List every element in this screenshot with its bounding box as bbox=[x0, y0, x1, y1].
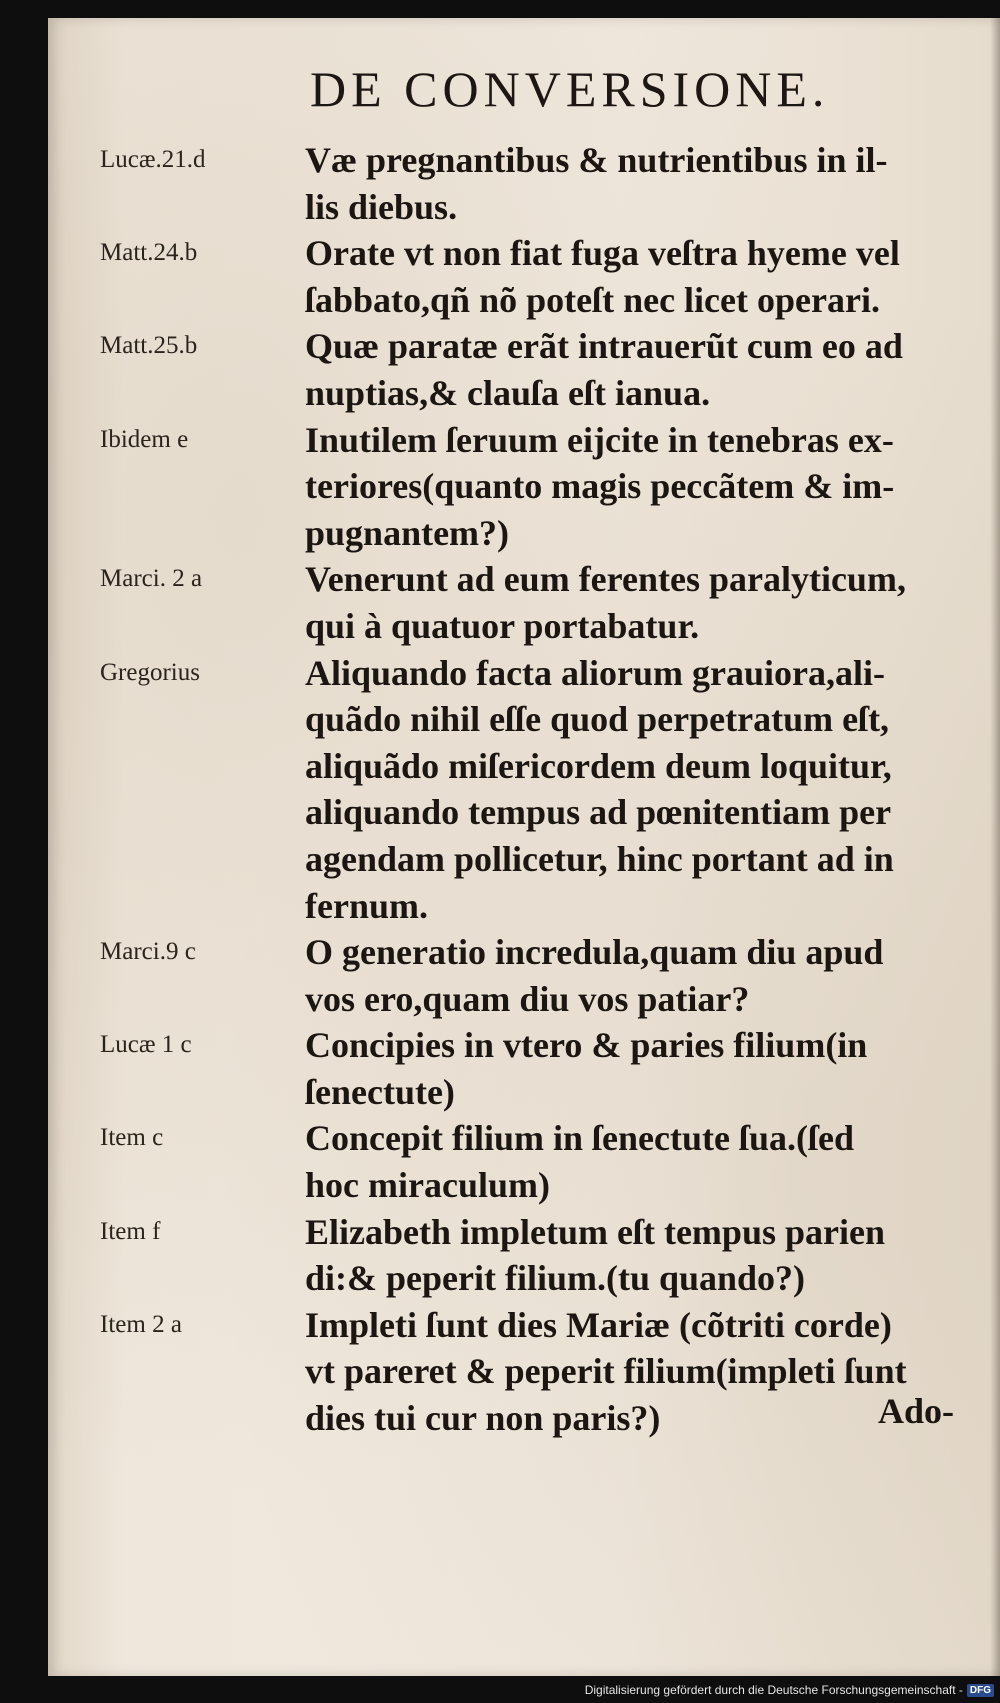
text-line: di:& peperit filium.(tu quando?) bbox=[305, 1258, 806, 1299]
text-line: vos ero,quam diu vos patiar? bbox=[305, 978, 750, 1019]
marginal-reference: Gregorius bbox=[100, 658, 200, 686]
text-line: quãdo nihil eſſe quod perpetratum eſt, bbox=[305, 699, 890, 740]
text-line: agendam pollicetur, hinc portant ad in bbox=[305, 838, 894, 879]
entry-text bbox=[305, 1022, 980, 1115]
text-entry bbox=[100, 1115, 980, 1208]
marginal-reference: Marci. 2 a bbox=[100, 565, 203, 593]
entry-text bbox=[305, 137, 980, 230]
text-line: hoc miraculum) bbox=[305, 1165, 550, 1206]
entry-text bbox=[305, 1209, 980, 1302]
text-line: O generatio incredula,quam diu apud bbox=[305, 932, 884, 973]
text-line: Væ pregnantibus & nutrientibus in il- bbox=[305, 140, 888, 180]
text-entry bbox=[100, 556, 980, 649]
text-line: lis diebus. bbox=[305, 186, 458, 227]
text-line: Concipies in vtero & paries filium(in bbox=[305, 1025, 868, 1066]
text-entry bbox=[100, 1209, 980, 1302]
entry-text bbox=[305, 929, 980, 1022]
text-line: vt pareret & peperit filium(impleti ſunt bbox=[305, 1351, 907, 1392]
text-line: ſabbato,qñ nõ poteſt nec licet operari. bbox=[305, 279, 880, 320]
text-entry bbox=[100, 1302, 980, 1442]
text-entry bbox=[100, 137, 980, 230]
marginal-reference: Item 2 a bbox=[100, 1310, 182, 1338]
text-entry bbox=[100, 323, 980, 416]
text-line: aliquãdo miſericordem deum loquitur, bbox=[305, 745, 892, 786]
text-line: Quæ paratæ erãt intrauerũt cum eo ad bbox=[305, 326, 903, 367]
entry-text bbox=[305, 417, 980, 557]
entry-text bbox=[305, 1115, 980, 1208]
digitization-credit bbox=[585, 1683, 994, 1697]
text-line: Concepit filium in ſenectute ſua.(ſed bbox=[305, 1118, 854, 1159]
marginal-reference: Item f bbox=[100, 1217, 161, 1245]
text-line: Elizabeth impletum eſt tempus parien bbox=[305, 1211, 885, 1252]
text-entry bbox=[100, 650, 980, 930]
marginal-reference: Matt.24.b bbox=[100, 239, 198, 267]
marginal-reference: Matt.25.b bbox=[100, 332, 198, 360]
marginal-reference: Lucæ.21.d bbox=[100, 146, 206, 173]
text-entry bbox=[100, 929, 980, 1022]
marginal-reference: Item c bbox=[100, 1124, 164, 1152]
marginal-reference: Lucæ 1 c bbox=[100, 1031, 192, 1059]
page-edge-shadow bbox=[990, 18, 1000, 1676]
text-line: pugnantem?) bbox=[305, 512, 510, 553]
text-entry bbox=[100, 1022, 980, 1115]
text-line: Orate vt non fiat fuga veſtra hyeme vel bbox=[305, 233, 900, 274]
text-line: aliquando tempus ad pœnitentiam per bbox=[305, 792, 892, 833]
dfg-logo-icon: DFG bbox=[967, 1684, 994, 1697]
entry-text bbox=[305, 556, 980, 649]
entry-text bbox=[305, 323, 980, 416]
text-line: Inutilem ſeruum eijcite in tenebras ex- bbox=[305, 419, 894, 460]
entry-text bbox=[305, 650, 980, 930]
marginal-reference: Ibidem e bbox=[100, 425, 189, 453]
entry-text bbox=[305, 230, 980, 323]
text-line: ſenectute) bbox=[305, 1071, 455, 1112]
text-line: nuptias,& clauſa eſt ianua. bbox=[305, 372, 711, 413]
text-line: Aliquando facta aliorum grauiora,ali- bbox=[305, 652, 886, 693]
text-line: fernum. bbox=[305, 885, 428, 926]
credit-text: Digitalisierung gefördert durch die Deutsche Forschungsgemeinschaft - bbox=[584, 1683, 963, 1697]
page-running-title: DE CONVERSIONE. bbox=[310, 61, 830, 117]
marginal-reference: Marci.9 c bbox=[100, 938, 196, 966]
text-line: Venerunt ad eum ferentes paralyticum, bbox=[305, 559, 906, 600]
text-line: dies tui cur non paris?) bbox=[305, 1398, 661, 1439]
text-body bbox=[100, 137, 980, 1442]
catchword: Ado- bbox=[878, 1391, 955, 1431]
text-line: teriores(quanto magis peccãtem & im- bbox=[305, 466, 895, 507]
text-entry bbox=[100, 417, 980, 557]
text-line: qui à quatuor portabatur. bbox=[305, 605, 700, 646]
text-line: Impleti ſunt dies Mariæ (cõtriti corde) bbox=[305, 1304, 892, 1345]
text-entry bbox=[100, 230, 980, 323]
